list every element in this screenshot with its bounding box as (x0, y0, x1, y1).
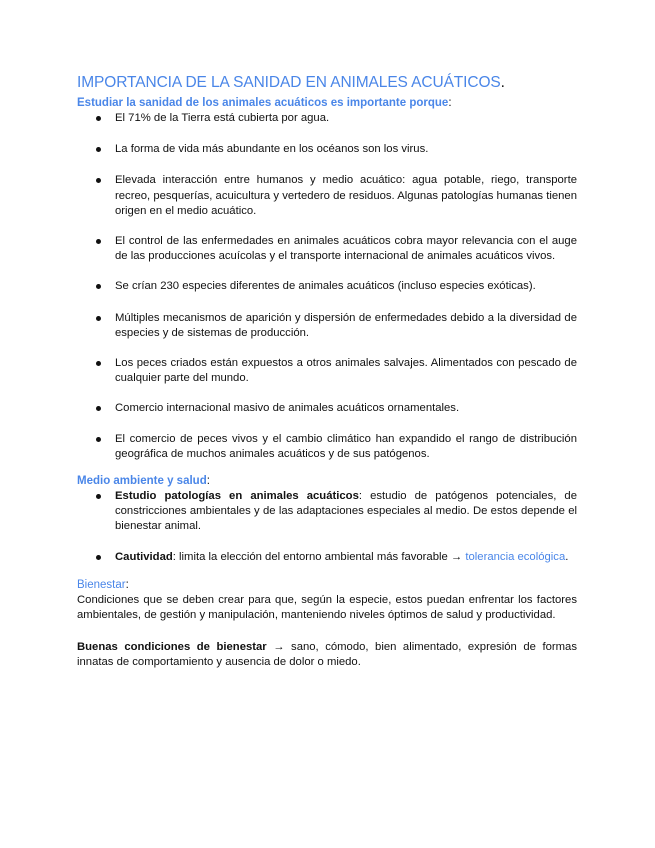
list-item (77, 489, 577, 535)
heading-text: Bienestar (77, 578, 126, 591)
list-item (77, 401, 577, 416)
bullet-icon (96, 316, 101, 321)
importance-list (77, 111, 577, 462)
list-item-text: La forma de vida más abundante en los océanos son los virus. (115, 143, 429, 156)
list-item-text: Múltiples mecanismos de aparición y dispersión de enfermedades debido a la diversidad de especies y de sistemas de producción. (115, 311, 577, 339)
section-heading-environment (77, 474, 577, 489)
document-page (77, 74, 577, 671)
list-item (77, 432, 577, 462)
bullet-icon (96, 239, 101, 244)
title-period: . (500, 74, 505, 91)
list-item (77, 356, 577, 386)
tolerancia-ecologica-link[interactable]: tolerancia ecológica (465, 550, 566, 563)
heading-colon: : (448, 97, 452, 109)
bullet-icon (96, 494, 101, 499)
environment-list (77, 489, 577, 565)
paragraph-text: → sano, cómodo, bien alimentado, expresión de formas innatas de comportamiento y ausencia de dolor o miedo. (77, 641, 577, 669)
bullet-icon (96, 555, 101, 560)
list-item-text: Se crían 230 especies diferentes de animales acuáticos (incluso especies exóticas). (115, 280, 536, 293)
section-heading-importance (77, 96, 577, 111)
bullet-icon (96, 147, 101, 152)
page-title (77, 74, 577, 92)
list-item (77, 142, 577, 157)
heading-text: Estudiar la sanidad de los animales acuáticos es importante porque (77, 97, 449, 109)
heading-colon: : (125, 578, 129, 591)
list-item-text: Los peces criados están expuestos a otros animales salvajes. Alimentados con pescado de cualquier parte del mundo. (115, 357, 577, 385)
good-welfare-paragraph (77, 640, 577, 670)
bullet-icon (96, 437, 101, 442)
list-item (77, 311, 577, 341)
list-item-bold: Cautividad (115, 550, 173, 563)
list-item (77, 550, 577, 565)
section-heading-welfare (77, 578, 577, 593)
list-item (77, 111, 577, 126)
list-item-text: El control de las enfermedades en animales acuáticos cobra mayor relevancia con el auge de las producciones acuícolas y el transporte internacional de animales acuáticos vivos. (115, 235, 577, 263)
paragraph-bold: Buenas condiciones de bienestar (77, 641, 267, 654)
list-item-text: : estudio de patógenos potenciales, de constricciones ambientales y de las adaptaciones especiales al medio. De estos depende el bienestar animal. (115, 490, 578, 533)
list-item-text: El comercio de peces vivos y el cambio climático han expandido el rango de distribución geográfica de muchos animales acuáticos y de sus patógenos. (115, 432, 577, 460)
heading-text: Medio ambiente y salud (77, 475, 207, 488)
heading-colon: : (206, 475, 210, 488)
bullet-icon (96, 406, 101, 411)
bullet-icon (96, 284, 101, 289)
list-item-bold: Estudio patologías en animales acuáticos (115, 490, 359, 503)
bullet-icon (96, 178, 101, 183)
list-item (77, 173, 577, 219)
list-item-text: Comercio internacional masivo de animales acuáticos ornamentales. (115, 402, 460, 415)
bullet-icon (96, 361, 101, 366)
title-text: IMPORTANCIA DE LA SANIDAD EN ANIMALES ACUÁTICOS (77, 74, 501, 91)
welfare-paragraph: Condiciones que se deben crear para que, según la especie, estos puedan enfrentar los factores ambientales, de gestión y manipulación, manteniendo niveles óptimos de salud y productividad. (77, 593, 577, 622)
bullet-icon (96, 116, 101, 121)
list-item-text: Elevada interacción entre humanos y medio acuático: agua potable, riego, transporte recreo, pesquerías, acuicultura y vertedero de residuos. Algunas patologías humanas tienen origen en el medio acuático. (115, 174, 577, 217)
list-item-text: : limita la elección del entorno ambiental más favorable → (172, 550, 466, 563)
list-item (77, 234, 577, 264)
list-item-text: El 71% de la Tierra está cubierta por agua. (115, 112, 330, 124)
list-item-period: . (565, 550, 569, 563)
list-item (77, 279, 577, 294)
